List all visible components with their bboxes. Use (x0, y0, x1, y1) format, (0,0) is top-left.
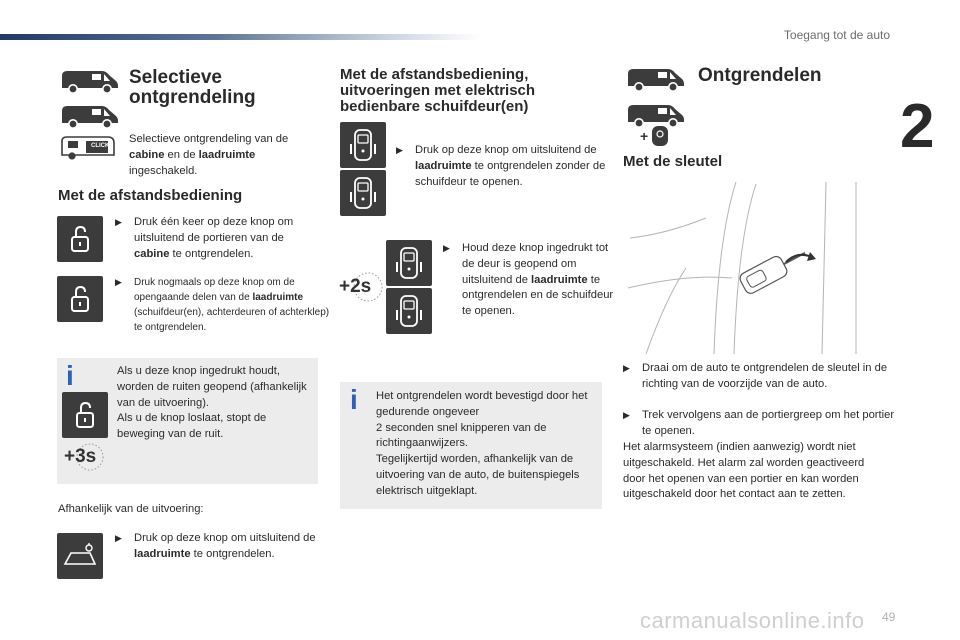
van-icon (58, 101, 120, 129)
page-number: 49 (882, 610, 896, 624)
info-confirmation-text: Het ontgrendelen wordt bevestigd door het gedurende ongeveer 2 seconden snel knipperen van de richtingaanwijzers. Tegelijkertijd worden, afhankelijk van de uitvoering van de auto, de buitenspiegels elektrisch uitgeklapt. (376, 390, 588, 497)
sliding-door-icon (386, 288, 432, 334)
selective-unlocking-title: Selectieve ontgrendeling (129, 67, 256, 108)
timer-icon: +3s (62, 442, 106, 472)
rear-unlock-icon (57, 533, 103, 579)
watermark: carmanualsonline.info (640, 608, 865, 633)
alarm-paragraph: Het alarmsysteem (indien aanwezig) wordt niet uitgeschakeld. Het alarm zal worden geactiveerd door het openen van een portier en kan worden uitgeschakeld door het contact aan te zetten. (623, 441, 865, 501)
sliding-door-icon (386, 240, 432, 286)
with-key-subtitle: Met de sleutel (623, 153, 723, 170)
bullet-icon: ▶ (115, 217, 122, 227)
unlock-icon (57, 216, 103, 262)
depends-text: Afhankelijk van de uitvoering: (58, 503, 204, 515)
unlocking-title: Ontgrendelen (698, 65, 822, 86)
unlock-icon (57, 276, 103, 322)
sliding-door-icon (340, 170, 386, 216)
sliding-door-icon (340, 122, 386, 168)
key-door-illustration (626, 178, 896, 356)
sliding-item-2: ▶ Houd deze knop ingedrukt tot de deur is geopend om uitsluitend de laadruimte te ontgrendelen en de schuifdeur te openen. (443, 242, 614, 318)
bullet-icon: ▶ (115, 533, 122, 543)
van-icon (58, 66, 120, 94)
bullet-icon: ▶ (443, 243, 450, 253)
bullet-icon: ▶ (623, 363, 630, 373)
bullet-icon: ▶ (115, 277, 122, 287)
click-label: CLICK (91, 143, 110, 149)
remote-item-1: ▶ Druk één keer op deze knop om uitsluitend de portieren van de cabine te ontgrendelen. (115, 216, 294, 260)
info-windows-text: Als u deze knop ingedrukt houdt, worden de ruiten geopend (afhankelijk van de uitvoering). Als u de knop loslaat, stopt de beweging van de ruit. (117, 365, 307, 441)
key-item-2: ▶ Trek vervolgens aan de portiergreep om het portier te openen. (623, 409, 895, 437)
chapter-number: 2 (900, 92, 935, 161)
key-item-1: ▶ Draai om de auto te ontgrendelen de sleutel in de richting van de voorzijde van de auto. (623, 362, 888, 390)
remote-control-subtitle: Met de afstandsbediening (58, 187, 243, 204)
remote-item-2: ▶ Druk nogmaals op deze knop om de opengaande delen van de laadruimte (schuifdeur(en), achterdeuren of achterklep) te ontgrendelen. (115, 277, 330, 333)
info-icon: i (66, 360, 74, 391)
svg-text:+: + (640, 128, 649, 144)
section-header-title: Toegang tot de auto (783, 28, 890, 42)
key-plus-icon (640, 124, 670, 148)
info-icon: i (350, 384, 358, 415)
van-icon (624, 64, 686, 92)
top-accent-bar (0, 34, 480, 40)
sliding-item-1: ▶ Druk op deze knop om uitsluitend de laadruimte te ontgrendelen zonder de schuifdeur te openen. (396, 144, 606, 188)
unlock-icon (62, 392, 108, 438)
timer-icon: +2s (338, 271, 384, 303)
bullet-icon: ▶ (623, 410, 630, 420)
bullet-icon: ▶ (396, 145, 403, 155)
van-rear-click-icon (58, 133, 118, 161)
sliding-door-title: Met de afstandsbediening, uitvoeringen met elektrisch bedienbare schuifdeur(en) (340, 66, 536, 115)
selective-intro-text: Selectieve ontgrendeling van de cabine en de laadruimte ingeschakeld. (129, 133, 289, 177)
rear-unlock-item: ▶ Druk op deze knop om uitsluitend de laadruimte te ontgrendelen. (115, 532, 316, 560)
